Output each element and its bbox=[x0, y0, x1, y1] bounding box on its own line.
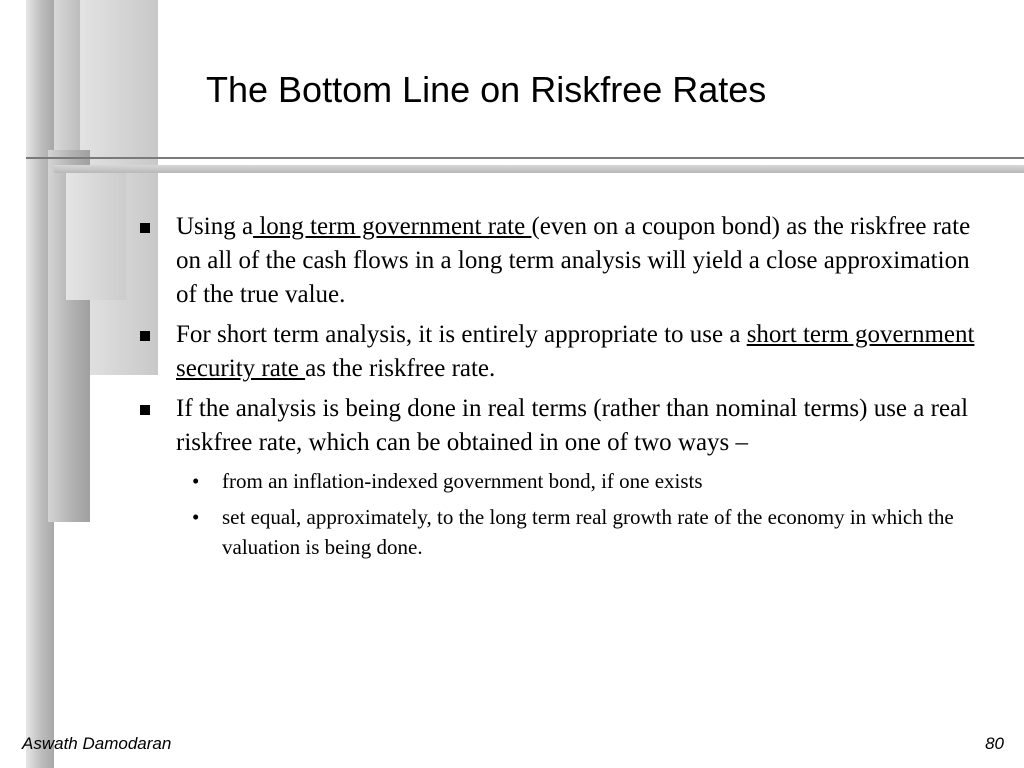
slide-title: The Bottom Line on Riskfree Rates bbox=[206, 69, 767, 110]
sub-bullet-item bbox=[192, 466, 996, 496]
bullet-item bbox=[176, 392, 996, 460]
underlined-term: long term government rate bbox=[253, 213, 532, 240]
bullet-text: (even on a coupon bond) as the riskfree rate on all of the cash flows in a long term analysis will yield a close approximation of the true value. bbox=[176, 213, 971, 308]
bullet-text: If the analysis is being done in real terms (rather than nominal terms) use a real riskfree rate, which can be obtained in one of two ways – bbox=[176, 395, 969, 456]
page-number: 80 bbox=[985, 734, 1004, 753]
sub-bullet-text: set equal, approximately, to the long term real growth rate of the economy in which the valuation is being done. bbox=[222, 505, 954, 559]
bullet-list bbox=[176, 210, 996, 568]
underlined-term: short term government security rate bbox=[176, 321, 975, 382]
square-bullet-icon bbox=[140, 331, 150, 341]
square-bullet-icon bbox=[140, 223, 150, 233]
bullet-text: as the riskfree rate. bbox=[305, 355, 496, 382]
dot-bullet-icon: • bbox=[192, 469, 200, 493]
bullet-text: Using a bbox=[176, 213, 254, 240]
title-divider-shadow bbox=[54, 165, 1024, 173]
square-bullet-icon bbox=[140, 405, 150, 415]
footer-author: Aswath Damodaran bbox=[22, 734, 172, 753]
decorative-bar bbox=[66, 172, 126, 300]
bullet-text: For short term analysis, it is entirely appropriate to use a bbox=[176, 321, 747, 348]
bullet-item bbox=[176, 210, 996, 312]
sub-bullet-item bbox=[192, 502, 996, 562]
title-divider bbox=[26, 157, 1024, 159]
bullet-item bbox=[176, 318, 996, 386]
sub-bullet-text: from an inflation-indexed government bond, if one exists bbox=[222, 469, 703, 493]
sub-bullet-list bbox=[176, 466, 996, 562]
dot-bullet-icon: • bbox=[192, 505, 200, 529]
